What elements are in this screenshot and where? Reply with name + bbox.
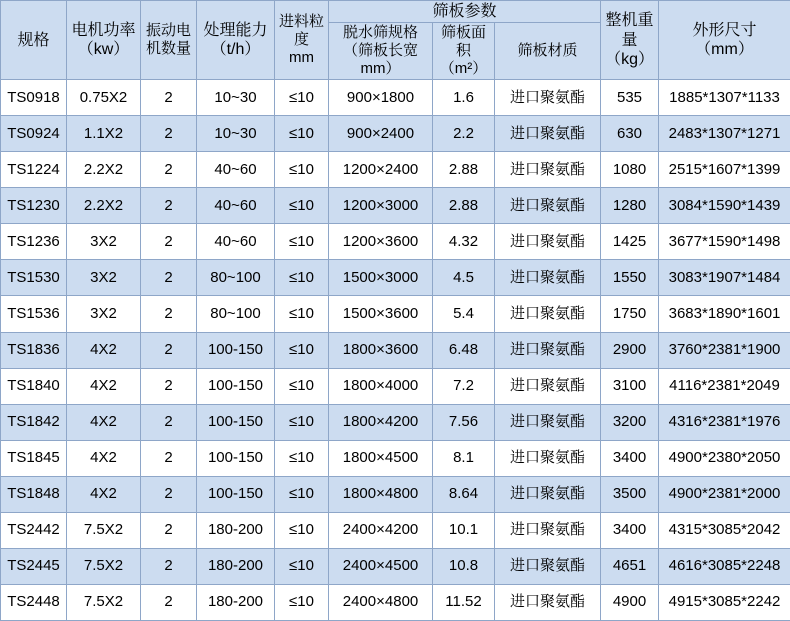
table-cell: 2 (141, 476, 197, 512)
table-cell: 4.5 (433, 260, 495, 296)
table-row (1, 440, 790, 476)
table-cell: 2483*1307*1271 (659, 116, 790, 152)
table-cell: TS1842 (1, 404, 67, 440)
table-cell: ≤10 (275, 548, 329, 584)
table-cell: 4900*2380*2050 (659, 440, 790, 476)
column-header-screen-area (433, 23, 495, 80)
table-cell: 2 (141, 188, 197, 224)
table-cell: 2.2X2 (67, 188, 141, 224)
table-cell: 1425 (601, 224, 659, 260)
table-row (1, 116, 790, 152)
table-cell: 3084*1590*1439 (659, 188, 790, 224)
table-cell: 1800×4500 (329, 440, 433, 476)
table-cell: TS1224 (1, 152, 67, 188)
table-cell: 进口聚氨酯 (495, 224, 601, 260)
table-cell: 2.88 (433, 188, 495, 224)
table-cell: 1200×3000 (329, 188, 433, 224)
column-header-feed-size-main: 进料粒度 (278, 13, 324, 49)
table-cell: TS2442 (1, 512, 67, 548)
table-cell: ≤10 (275, 332, 329, 368)
column-header-motor-power (67, 1, 141, 80)
header-row-top (1, 1, 790, 23)
table-cell: 4X2 (67, 404, 141, 440)
table-cell: 40~60 (197, 152, 275, 188)
table-cell: 5.4 (433, 296, 495, 332)
table-cell: 10.1 (433, 512, 495, 548)
table-cell: 2 (141, 512, 197, 548)
table-cell: 3500 (601, 476, 659, 512)
table-cell: 2 (141, 296, 197, 332)
table-row (1, 296, 790, 332)
table-cell: 100-150 (197, 368, 275, 404)
table-cell: 2 (141, 260, 197, 296)
table-cell: 进口聚氨酯 (495, 512, 601, 548)
table-cell: ≤10 (275, 584, 329, 620)
table-cell: 180-200 (197, 512, 275, 548)
table-cell: TS1840 (1, 368, 67, 404)
table-cell: 8.64 (433, 476, 495, 512)
table-cell: 进口聚氨酯 (495, 404, 601, 440)
table-cell: 2400×4500 (329, 548, 433, 584)
column-header-capacity-unit: （t/h） (210, 41, 261, 59)
column-header-screen-spec: 脱水筛规格（筛板长宽mm） (329, 23, 433, 80)
table-cell: 进口聚氨酯 (495, 584, 601, 620)
table-cell: 4.32 (433, 224, 495, 260)
table-cell: 进口聚氨酯 (495, 188, 601, 224)
table-cell: 10~30 (197, 80, 275, 116)
table-cell: 1080 (601, 152, 659, 188)
table-cell: ≤10 (275, 512, 329, 548)
column-header-dimensions (659, 1, 790, 80)
table-cell: 1800×4800 (329, 476, 433, 512)
table-cell: 900×2400 (329, 116, 433, 152)
table-cell: 1800×4200 (329, 404, 433, 440)
table-cell: 1550 (601, 260, 659, 296)
table-cell: 进口聚氨酯 (495, 80, 601, 116)
column-header-screen-area-unit: （m²） (439, 60, 488, 78)
table-cell: 2.2 (433, 116, 495, 152)
table-cell: 1200×3600 (329, 224, 433, 260)
table-cell: 1800×3600 (329, 332, 433, 368)
table-cell: ≤10 (275, 404, 329, 440)
table-cell: 4116*2381*2049 (659, 368, 790, 404)
table-row (1, 80, 790, 116)
table-cell: 1800×4000 (329, 368, 433, 404)
table-cell: 进口聚氨酯 (495, 440, 601, 476)
table-cell: ≤10 (275, 440, 329, 476)
column-header-motor-count: 振动电机数量 (141, 1, 197, 80)
table-cell: TS1845 (1, 440, 67, 476)
table-cell: 100-150 (197, 476, 275, 512)
table-cell: ≤10 (275, 476, 329, 512)
table-cell: 进口聚氨酯 (495, 332, 601, 368)
table-cell: 100-150 (197, 404, 275, 440)
table-cell: 4X2 (67, 440, 141, 476)
table-cell: 3400 (601, 440, 659, 476)
column-header-screen-area-main: 筛板面积 (440, 24, 486, 60)
table-row (1, 188, 790, 224)
table-cell: 535 (601, 80, 659, 116)
table-cell: 7.5X2 (67, 584, 141, 620)
table-cell: 2515*1607*1399 (659, 152, 790, 188)
table-cell: 3X2 (67, 260, 141, 296)
table-cell: 4X2 (67, 476, 141, 512)
column-header-spec: 规格 (1, 1, 67, 80)
column-header-motor-power-main: 电机功率 (71, 21, 136, 39)
table-cell: TS0918 (1, 80, 67, 116)
table-cell: 2 (141, 404, 197, 440)
table-cell: 进口聚氨酯 (495, 116, 601, 152)
column-header-motor-power-unit: （kw） (77, 41, 130, 59)
column-header-weight-main: 整机重量 (605, 12, 654, 49)
table-cell: 2 (141, 440, 197, 476)
table-cell: 7.56 (433, 404, 495, 440)
table-cell: 2400×4200 (329, 512, 433, 548)
table-cell: 3200 (601, 404, 659, 440)
table-cell: 100-150 (197, 440, 275, 476)
table-cell: TS2448 (1, 584, 67, 620)
table-cell: 3400 (601, 512, 659, 548)
table-cell: ≤10 (275, 224, 329, 260)
table-cell: TS0924 (1, 116, 67, 152)
table-cell: 进口聚氨酯 (495, 476, 601, 512)
table-cell: 4651 (601, 548, 659, 584)
table-cell: 7.5X2 (67, 512, 141, 548)
table-cell: 7.2 (433, 368, 495, 404)
table-row (1, 332, 790, 368)
table-cell: TS1848 (1, 476, 67, 512)
table-cell: 1200×2400 (329, 152, 433, 188)
table-cell: ≤10 (275, 116, 329, 152)
table-cell: 900×1800 (329, 80, 433, 116)
table-row (1, 404, 790, 440)
table-row (1, 584, 790, 620)
table-row (1, 512, 790, 548)
table-cell: 进口聚氨酯 (495, 368, 601, 404)
table-cell: 80~100 (197, 260, 275, 296)
table-cell: 2 (141, 332, 197, 368)
table-cell: TS1230 (1, 188, 67, 224)
table-cell: 4315*3085*2042 (659, 512, 790, 548)
table-cell: 4616*3085*2248 (659, 548, 790, 584)
table-cell: ≤10 (275, 368, 329, 404)
table-cell: 2900 (601, 332, 659, 368)
column-header-capacity-main: 处理能力 (203, 21, 268, 39)
table-cell: 3X2 (67, 224, 141, 260)
table-body (1, 80, 790, 621)
column-header-screen-material: 筛板材质 (495, 23, 601, 80)
table-cell: 3083*1907*1484 (659, 260, 790, 296)
table-cell: ≤10 (275, 152, 329, 188)
table-cell: 180-200 (197, 548, 275, 584)
table-cell: 4900*2381*2000 (659, 476, 790, 512)
table-cell: 3760*2381*1900 (659, 332, 790, 368)
table-cell: 80~100 (197, 296, 275, 332)
table-cell: 180-200 (197, 584, 275, 620)
table-cell: TS1530 (1, 260, 67, 296)
table-cell: 3683*1890*1601 (659, 296, 790, 332)
table-row (1, 152, 790, 188)
table-row (1, 476, 790, 512)
table-cell: 630 (601, 116, 659, 152)
table-cell: 2 (141, 584, 197, 620)
table-header (1, 1, 790, 80)
table-cell: 40~60 (197, 188, 275, 224)
table-cell: 进口聚氨酯 (495, 152, 601, 188)
table-cell: 7.5X2 (67, 548, 141, 584)
table-cell: 进口聚氨酯 (495, 296, 601, 332)
table-cell: 40~60 (197, 224, 275, 260)
table-cell: 2.88 (433, 152, 495, 188)
column-header-capacity (197, 1, 275, 80)
table-cell: TS1236 (1, 224, 67, 260)
table-cell: 3X2 (67, 296, 141, 332)
table-cell: ≤10 (275, 260, 329, 296)
table-cell: 1750 (601, 296, 659, 332)
table-row (1, 548, 790, 584)
table-cell: ≤10 (275, 188, 329, 224)
table-cell: 3677*1590*1498 (659, 224, 790, 260)
table-cell: 10~30 (197, 116, 275, 152)
table-cell: 100-150 (197, 332, 275, 368)
table-cell: 1.1X2 (67, 116, 141, 152)
column-header-feed-size (275, 1, 329, 80)
table-cell: 4X2 (67, 332, 141, 368)
table-cell: 1.6 (433, 80, 495, 116)
table-row (1, 224, 790, 260)
table-cell: 11.52 (433, 584, 495, 620)
table-cell: 2 (141, 116, 197, 152)
table-cell: 4X2 (67, 368, 141, 404)
table-cell: 4316*2381*1976 (659, 404, 790, 440)
column-header-dimensions-unit: （mm） (695, 41, 754, 59)
table-cell: TS1836 (1, 332, 67, 368)
table-cell: TS1536 (1, 296, 67, 332)
table-cell: 4900 (601, 584, 659, 620)
table-cell: TS2445 (1, 548, 67, 584)
table-cell: 1500×3000 (329, 260, 433, 296)
table-cell: 进口聚氨酯 (495, 260, 601, 296)
table-cell: 4915*3085*2242 (659, 584, 790, 620)
table-cell: 2 (141, 224, 197, 260)
table-cell: 1280 (601, 188, 659, 224)
table-cell: 进口聚氨酯 (495, 548, 601, 584)
table-cell: 3100 (601, 368, 659, 404)
column-group-header-screen-params: 筛板参数 (329, 1, 601, 23)
table-cell: 2 (141, 152, 197, 188)
table-cell: 8.1 (433, 440, 495, 476)
table-cell: ≤10 (275, 296, 329, 332)
column-header-dimensions-main: 外形尺寸 (692, 21, 757, 39)
table-cell: 2 (141, 80, 197, 116)
table-cell: 2 (141, 368, 197, 404)
table-cell: 2 (141, 548, 197, 584)
column-header-weight (601, 1, 659, 80)
table-row (1, 260, 790, 296)
table-cell: 1500×3600 (329, 296, 433, 332)
table-cell: 2.2X2 (67, 152, 141, 188)
table-cell: 2400×4800 (329, 584, 433, 620)
table-cell: 10.8 (433, 548, 495, 584)
table-cell: 1885*1307*1133 (659, 80, 790, 116)
column-header-feed-size-unit: mm (289, 49, 314, 67)
column-header-weight-unit: （kg） (605, 50, 654, 68)
table-row (1, 368, 790, 404)
table-cell: 6.48 (433, 332, 495, 368)
table-cell: 0.75X2 (67, 80, 141, 116)
table-cell: ≤10 (275, 80, 329, 116)
